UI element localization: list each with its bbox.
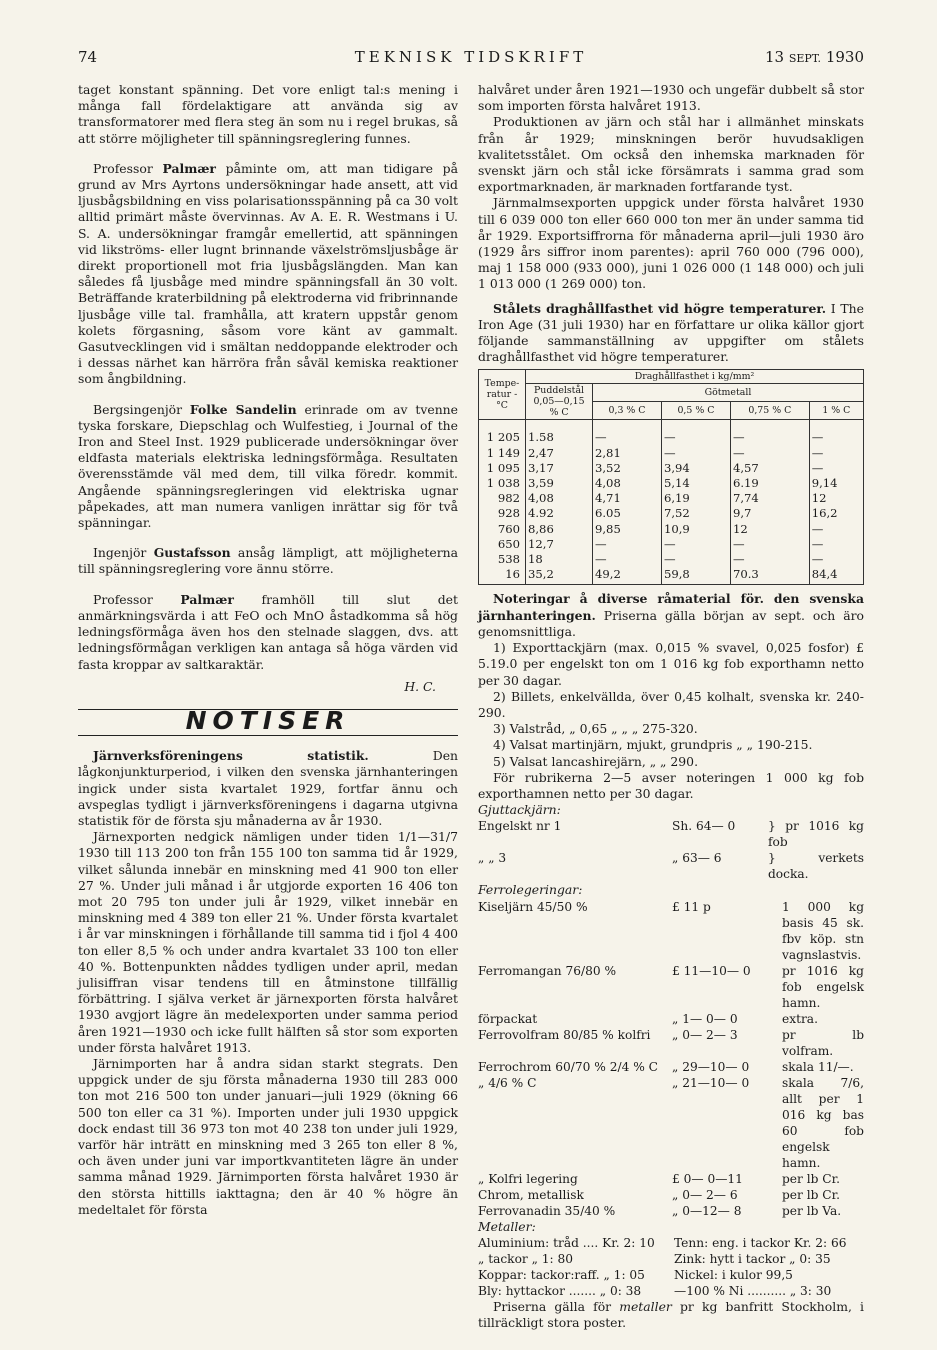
page-number: 74 xyxy=(78,48,98,66)
column-header: 0,3 % C xyxy=(593,402,662,420)
article-title: Stålets draghållfasthet vid högre temperaturer. xyxy=(493,300,827,316)
table-cell: 6.19 xyxy=(730,476,809,491)
table-cell: 3,59 xyxy=(526,476,593,491)
table-cell: 4,08 xyxy=(526,491,593,506)
price-line: Chrom, metallisk „ 0— 2— 6 per lb Cr. xyxy=(478,1187,840,1202)
left-column xyxy=(78,82,458,1218)
paragraph: Ingenjör Gustafsson ansåg lämpligt, att möjligheterna till spänningsreglering vore ännu större. xyxy=(78,545,458,577)
table-cell: 4,71 xyxy=(593,491,662,506)
table-cell: 1 149 xyxy=(479,446,526,461)
table-cell: 12,7 xyxy=(526,537,593,552)
page-header xyxy=(78,48,864,70)
metal-price-line: „ tackor „ 1: 80 Zink: hytt i tackor „ 0: 35 xyxy=(478,1251,831,1266)
price-line: „ „ 3 „ 63— 6 } verkets docka. xyxy=(478,851,864,882)
table-cell: 10,9 xyxy=(661,522,730,537)
subheading: Gjuttackjärn: xyxy=(478,802,561,818)
price-item: 4) Valsat martinjärn, mjukt, grundpris „ „ 190-215. xyxy=(493,737,813,753)
table-row xyxy=(479,552,864,567)
table-row xyxy=(479,446,864,461)
paragraph: För rubrikerna 2—5 avser noteringen 1 000 kg fob exporthamnen netto per 30 dagar. xyxy=(478,769,864,801)
table-cell: 1 095 xyxy=(479,461,526,476)
price-item: 5) Valsat lancashirejärn, „ „ 290. xyxy=(493,753,699,769)
table-cell: — xyxy=(809,420,863,446)
table-row xyxy=(479,567,864,585)
subheading: Metaller: xyxy=(478,1218,536,1234)
paragraph: Professor Palmær framhöll till slut det anmärkningsvärda i att FeO och MnO åstadkomma så hög ledningsförmåga även hos den stelnade slaggen, dvs. att ledningsförmågan verkligen kan antaga så höga värden vid fasta kroppar av saltkaraktär. xyxy=(78,591,458,672)
issue-date xyxy=(765,48,864,66)
table-cell: — xyxy=(809,446,863,461)
table-cell: 16,2 xyxy=(809,506,863,521)
table-row xyxy=(479,537,864,552)
table-row xyxy=(479,522,864,537)
table-cell: 8,86 xyxy=(526,522,593,537)
table-cell: 35,2 xyxy=(526,567,593,585)
column-header-puddelstal: Puddelstål 0,05—0,15 % C xyxy=(526,384,593,420)
table-cell: 4,57 xyxy=(730,461,809,476)
table-cell: 2,47 xyxy=(526,446,593,461)
table-cell: 6.05 xyxy=(593,506,662,521)
price-item: 1) Exporttackjärn (max. 0,015 % svavel, 0,025 fosfor) £ 5.19.0 per engelskt ton om 1 016 kg fob exporthamn netto per 30 dagar. xyxy=(478,640,864,688)
table-header-row xyxy=(479,370,864,384)
table-cell: — xyxy=(661,552,730,567)
table-cell: 760 xyxy=(479,522,526,537)
table-cell: 3,94 xyxy=(661,461,730,476)
column-header: 0,5 % C xyxy=(661,402,730,420)
table-cell: 49,2 xyxy=(593,567,662,585)
table-cell: 538 xyxy=(479,552,526,567)
price-line: Ferrovanadin 35/40 % „ 0—12— 8 per lb Va. xyxy=(478,1203,842,1218)
table-cell: 59,8 xyxy=(661,567,730,585)
metal-list xyxy=(478,1235,864,1299)
paragraph: Stålets draghållfasthet vid högre temperaturer. I The Iron Age (31 juli 1930) har en författare ur olika källor gjort följande sammanställning av uppgifter om stålets draghållfasthet vid högre temperaturer. xyxy=(478,300,864,365)
person-name: Folke Sandelin xyxy=(189,401,297,417)
journal-title: TEKNISK TIDSKRIFT xyxy=(354,48,588,66)
column-header-tensile: Draghållfasthet i kg/mm² xyxy=(526,370,864,384)
paragraph: Järnverksföreningens statistik. Den lågkonjunkturperiod, i vilken den svenska järnhanteringen ingick under sista kvartalet 1929, fortfar ännu och avspeglas tydligt i järnverksföreningens i dagarna utgivna statistik för de första sju månaderna av år 1930. xyxy=(78,748,459,828)
table-cell: 2,81 xyxy=(593,446,662,461)
paragraph: taget konstant spänning. Det vore enligt tal:s mening i många fall fördelaktigare att använda sig av transformatorer med flera steg än som nu i regel brukas, så att större möjligheter till spänningsreglering funnes. xyxy=(78,82,458,146)
table-cell: 3,17 xyxy=(526,461,593,476)
table-cell: — xyxy=(593,537,662,552)
table-cell: 1 205 xyxy=(479,420,526,446)
table-cell: 3,52 xyxy=(593,461,662,476)
table-cell: 650 xyxy=(479,537,526,552)
price-line: förpackat „ 1— 0— 0 extra. xyxy=(478,1011,818,1026)
issue-year: 1930 xyxy=(825,48,864,66)
metal-price-line: Bly: hyttackor ....... „ 0: 38 —100 % Ni .......... „ 3: 30 xyxy=(478,1283,832,1298)
table-cell: — xyxy=(730,552,809,567)
table-cell: 982 xyxy=(479,491,526,506)
subheading: Ferrolegeringar: xyxy=(478,882,583,898)
table-body xyxy=(479,420,864,585)
table-cell: — xyxy=(730,537,809,552)
column-header: 0,75 % C xyxy=(730,402,809,420)
table-row xyxy=(479,506,864,521)
section-heading-box xyxy=(78,705,458,736)
table-cell: 6,19 xyxy=(661,491,730,506)
table-cell: 1 038 xyxy=(479,476,526,491)
author-signature: H. C. xyxy=(404,678,436,694)
person-name: Palmær xyxy=(162,160,216,176)
table-cell: — xyxy=(661,446,730,461)
column-header-temperature: Tempe-ratur -°C xyxy=(479,370,526,420)
price-line: Ferrovolfram 80/85 % kolfri „ 0— 2— 3 pr lb volfram. xyxy=(478,1027,864,1058)
issue-day: 13 xyxy=(764,48,785,66)
table-cell: — xyxy=(593,420,662,446)
table-cell: 18 xyxy=(526,552,593,567)
person-name: Gustafsson xyxy=(153,545,231,561)
price-line: Ferrochrom 60/70 % 2/4 % C „ 29—10— 0 skala 11/—. xyxy=(478,1059,854,1074)
table-cell: 7,74 xyxy=(730,491,809,506)
table-row xyxy=(479,420,864,446)
paragraph: Järnmalmsexporten uppgick under första halvåret 1930 till 6 039 000 ton eller 660 000 ton mer än under samma tid år 1929. Exportsiffrorna för månaderna april—juli 1930 äro (1929 års siffror inom parentes): april 760 000 (796 000), maj 1 158 000 (933 000), juni 1 026 000 (1 148 000) och juli 1 013 000 (1 269 000) ton. xyxy=(478,195,864,292)
paragraph: Noteringar å diverse råmaterial för. den svenska järnhanteringen. Priserna gälla början av sept. och äro genomsnittliga. xyxy=(478,591,864,639)
column-header-gotmetall: Götmetall xyxy=(593,384,864,402)
article-title: Järnverksföreningens statistik. xyxy=(93,748,369,764)
ferro-list xyxy=(478,899,864,1219)
table-cell: — xyxy=(661,537,730,552)
price-item: 2) Billets, enkelvällda, över 0,45 kolhalt, svenska kr. 240-290. xyxy=(478,688,864,720)
paragraph: Produktionen av järn och stål har i allmänhet minskats från år 1929; minskningen berör huvudsakligen kvalitetsstålet. Om också den inhemska marknaden för svenskt järn och stål icke försämrats i samma grad som exportmarknaden, är marknaden fortfarande tyst. xyxy=(478,114,864,195)
table-cell: — xyxy=(661,420,730,446)
price-line: „ Kolfri legering £ 0— 0—11 per lb Cr. xyxy=(478,1171,840,1186)
right-column xyxy=(478,82,864,1331)
table-cell: 16 xyxy=(479,567,526,585)
paragraph: halvåret under åren 1921—1930 och ungefär dubbelt så stor som importen första halvåret 1913. xyxy=(478,82,864,114)
price-item: 3) Valstråd, „ 0,65 „ „ „ 275-320. xyxy=(493,721,698,737)
metal-price-line: Koppar: tackor:raff. „ 1: 05 Nickel: i kulor 99,5 xyxy=(478,1267,793,1282)
paragraph: Bergsingenjör Folke Sandelin erinrade om av tvenne tyska forskare, Diepschlag och Wulfestieg, i Journal of the Iron and Steel Inst. 1929 publicerade undersökningar över eldfasta materials elektriska ledningsförmåga. Resultaten överensstämde väl med dem, till vilka föredr. kommit. Angående spänningsregleringen vid elektriska ugnar påpekades, att man numera vanligen inrättar sig för två spänningar. xyxy=(78,401,458,531)
table-cell: 928 xyxy=(479,506,526,521)
article-title: Noteringar å diverse råmaterial för. den svenska järnhanteringen. xyxy=(478,591,864,623)
price-line: Ferromangan 76/80 % £ 11—10— 0 pr 1016 kg fob engelsk hamn. xyxy=(478,963,864,1010)
person-name: Palmær xyxy=(180,591,234,607)
table-row xyxy=(479,491,864,506)
table-cell: 7,52 xyxy=(661,506,730,521)
issue-month: SEPT. xyxy=(788,52,822,65)
table-cell: 9,14 xyxy=(809,476,863,491)
table-cell: — xyxy=(809,461,863,476)
paragraph: Järnexporten nedgick nämligen under tiden 1/1—31/7 1930 till 113 200 ton från 155 100 ton samma tid år 1929, vilket sålunda innebär en minskning med 41 900 ton eller 27 %. Under juli månad i år utgjorde exporten 16 406 ton mot 20 795 ton under juli år 1929, vilket innebär en minskning med 4 389 ton eller 21 %. Under första kvartalet i år var minskningen i förhållande till samma tid i fjol 4 400 ton eller 8,5 % och under andra kvartalet 33 100 ton eller 40 %. Bottenpunkten nåddes tydligen under april, medan julisiffran visar tendens till en åtminstone tillfällig förbättring. I själva verket är järnexporten första halvåret 1930 avgjort lägre än medelexporten under samma period åren 1921—1930 och icke fullt hälften så stor som exporten under första halvåret 1913. xyxy=(78,829,458,1055)
paragraph: Järnimporten har å andra sidan starkt stegrats. Den uppgick under de sju första månaderna 1930 till 283 000 ton mot 216 500 ton under januari—juli 1929 (ökning 66 500 ton eller ca 31 %). Importen under juli 1930 uppgick dock endast till 36 973 ton mot 40 238 ton under juli 1929, varför här inträtt en minskning med 3 265 ton eller 8 %, och även under juni var importkvantiteten lägre än under samma månad 1929. Järnimporten första halvåret 1930 är den största hittills iakttagna; den är 40 % högre än medeltalet för första xyxy=(78,1055,458,1217)
tensile-strength-table xyxy=(478,369,864,585)
table-cell: 5,14 xyxy=(661,476,730,491)
table-cell: 9,85 xyxy=(593,522,662,537)
table-cell: — xyxy=(730,446,809,461)
table-cell: — xyxy=(809,552,863,567)
table-cell: 4,08 xyxy=(593,476,662,491)
column-header: 1 % C xyxy=(809,402,863,420)
table-cell: 9,7 xyxy=(730,506,809,521)
table-cell: 84,4 xyxy=(809,567,863,585)
metal-price-line: Aluminium: tråd .... Kr. 2: 10 Tenn: eng. i tackor Kr. 2: 66 xyxy=(478,1235,847,1250)
paragraph: Professor Palmær påminte om, att man tidigare på grund av Mrs Ayrtons undersökningar hade ansett, att vid ljusbågsbildning en viss polarisationsspänning på ca 30 volt alltid primärt måste övervinnas. Av A. E. R. Westmans i U. S. A. undersökningar framgår emellertid, att spänningen vid likströms- eller lugnt brinnande växelströmsljusbåge är direkt proportionell mot fria ljusbågslängden. Man kan således få ljusbåge med mindre spänningsfall än 30 volt. Beträffande kraterbildning på elektroderna vid fribrinnande ljusbåge ville tal. framhålla, att kratern uppstår genom kolets förgasning, såsom vore känt av gammalt. Gasutvecklingen vid i smältan neddoppande elektroder och i dessas närhet kan härröra från såväl kemiska reaktioner som ångbildning. xyxy=(78,160,459,387)
table-row xyxy=(479,461,864,476)
table-cell: 12 xyxy=(809,491,863,506)
section-heading: NOTISER xyxy=(185,705,351,735)
price-line: Engelskt nr 1 Sh. 64— 0 } pr 1016 kg fob xyxy=(478,819,864,850)
table-cell: 12 xyxy=(730,522,809,537)
table-header-row xyxy=(479,384,864,402)
paragraph: Priserna gälla för metaller pr kg banfritt Stockholm, i tillräckligt stora poster. xyxy=(478,1298,864,1330)
price-line: Kiseljärn 45/50 % £ 11 p 1 000 kg basis 45 sk. fbv köp. stn vagnslastvis. xyxy=(478,899,864,962)
table-cell: 70.3 xyxy=(730,567,809,585)
table-row xyxy=(479,476,864,491)
table-cell: 1.58 xyxy=(526,420,593,446)
table-cell: — xyxy=(809,522,863,537)
table-cell: 4.92 xyxy=(526,506,593,521)
table-cell: — xyxy=(593,552,662,567)
price-line: „ 4/6 % C „ 21—10— 0 skala 7/6, allt per 1 016 kg bas 60 fob engelsk hamn. xyxy=(478,1075,864,1170)
table-cell: — xyxy=(730,420,809,446)
table-cell: — xyxy=(809,537,863,552)
